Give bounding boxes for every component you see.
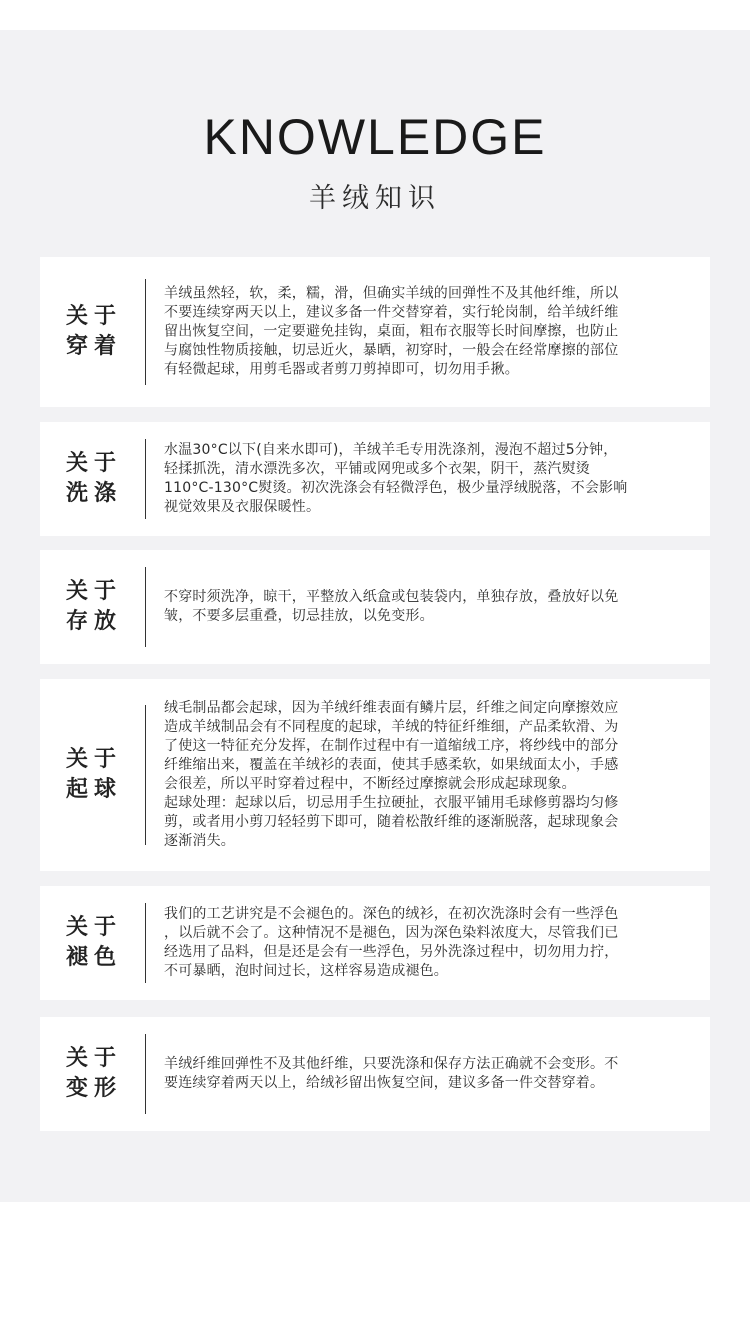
card-label: [66, 913, 122, 973]
knowledge-card-washing: [40, 422, 710, 536]
card-body-text: 羊绒虽然轻，软，柔，糯，滑，但确实羊绒的回弹性不及其他纤维，所以 不要连续穿两天以上，建议多备一件交替穿着，实行轮岗制，给羊绒纤维 留出恢复空间，一定要避免挂钩，桌面，粗布衣服等长时间摩擦，也防止 与腐蚀性物质接触，切忌近火，暴晒，初穿时，一般会在经常摩擦的部位 有轻微起球，用剪毛器或者剪刀剪掉即可，切勿用手揪。: [164, 285, 619, 378]
card-body-text: 我们的工艺讲究是不会褪色的。深色的绒衫，在初次洗涤时会有一些浮色 ，以后就不会了。这种情况不是褪色，因为深色染料浓度大，尽管我们已 经选用了品料，但是还是会有一些浮色，另外洗涤过程中，切勿用力拧， 不可暴晒，泡时间过长，这样容易造成褪色。: [164, 906, 619, 979]
card-label-line2: 褪色: [66, 945, 123, 970]
card-label-line1: 关于: [66, 579, 123, 604]
knowledge-card-fading: [40, 886, 710, 1000]
card-body-text: 羊绒纤维回弹性不及其他纤维，只要洗涤和保存方法正确就不会变形。不 要连续穿着两天以上，给绒衫留出恢复空间，建议多备一件交替穿着。: [164, 1056, 619, 1091]
vertical-divider: [145, 903, 146, 983]
card-label: [66, 745, 122, 805]
knowledge-card-wearing: [40, 257, 710, 407]
knowledge-card-pilling: [40, 679, 710, 871]
card-body-text: 绒毛制品都会起球，因为羊绒纤维表面有鳞片层，纤维之间定向摩擦效应 造成羊绒制品会有不同程度的起球，羊绒的特征纤维细，产品柔软滑、为 了使这一特征充分发挥，在制作过程中有一道缩绒工序，将纱线中的部分 纤维缩出来，覆盖在羊绒衫的表面，使其手感柔软，如果绒面太小，手感 会很差，所以平时穿着过程中，不断经过摩擦就会形成起球现象。 起球处理：起球以后，切忌用手生拉硬扯，衣服平铺用毛球修剪器均匀修 剪，或者用小剪刀轻轻剪下即可，随着松散纤维的逐渐脱落，起球现象会 逐渐消失。: [164, 700, 619, 849]
card-label-line2: 起球: [66, 777, 123, 802]
vertical-divider: [145, 1034, 146, 1114]
vertical-divider: [145, 705, 146, 845]
vertical-divider: [145, 439, 146, 519]
card-body-text: 水温30°C以下(自来水即可)，羊绒羊毛专用洗涤剂，漫泡不超过5分钟， 轻揉抓洗，清水漂洗多次，平铺或网兜或多个衣架，阴干，蒸汽熨烫 110°C-130°C熨烫。初次洗涤会有轻微浮色，极少量浮绒脱落，不会影响 视觉效果及衣服保暖性。: [164, 442, 628, 515]
page-title-en: KNOWLEDGE: [203, 109, 547, 165]
card-label: [66, 449, 122, 509]
card-label-line2: 洗涤: [66, 481, 123, 506]
card-label-line1: 关于: [66, 304, 123, 329]
card-label-line1: 关于: [66, 915, 123, 940]
card-label-line2: 存放: [66, 609, 123, 634]
card-label-line1: 关于: [66, 451, 123, 476]
knowledge-card-storage: [40, 550, 710, 664]
card-body-text: 不穿时须洗净，晾干，平整放入纸盒或包装袋内，单独存放，叠放好以免 皱，不要多层重叠，切忌挂放，以免变形。: [164, 589, 619, 624]
card-label-line1: 关于: [66, 747, 123, 772]
page-title-cn: 羊绒知识: [309, 183, 441, 214]
card-label-line2: 穿着: [66, 334, 123, 359]
knowledge-card-deformation: [40, 1017, 710, 1131]
card-label: [66, 1044, 122, 1104]
vertical-divider: [145, 279, 146, 385]
vertical-divider: [145, 567, 146, 647]
card-label: [66, 577, 122, 637]
card-label-line2: 变形: [66, 1076, 123, 1101]
card-label-line1: 关于: [66, 1046, 123, 1071]
card-label: [66, 302, 122, 362]
